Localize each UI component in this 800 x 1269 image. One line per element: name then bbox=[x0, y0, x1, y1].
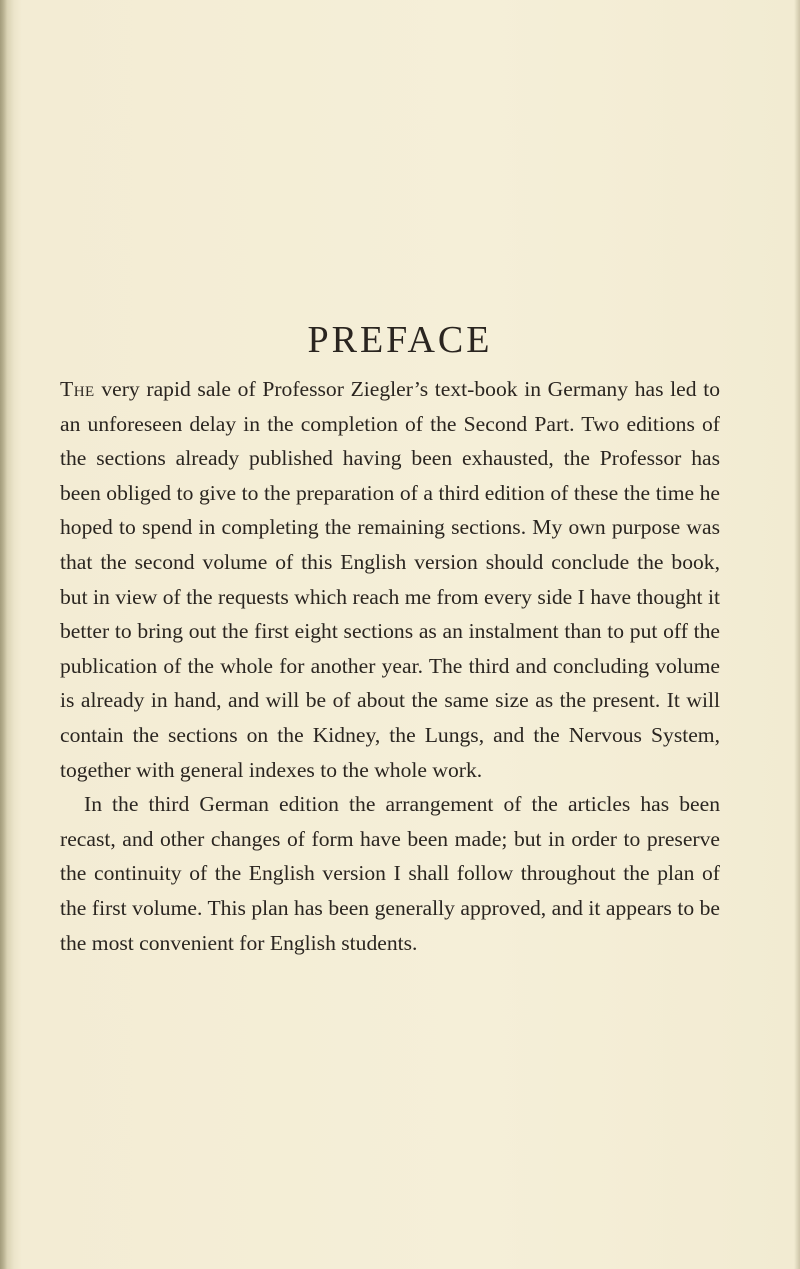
paragraph-2 bbox=[60, 787, 720, 960]
gutter-shadow bbox=[0, 0, 14, 1269]
paragraph-1 bbox=[60, 372, 720, 787]
paragraph-1-text: very rapid sale of Professor Ziegler’s text-book in Germany has led to an unforeseen delay in the completion of the Second Part. Two editions of the sections already published having been exhausted, the Professor has been obliged to give to the preparation of a third edition of these the time he hoped to spend in completing the remaining sections. My own purpose was that the second volume of this English version should conclude the book, but in view of the requests which reach me from every side I have thought it better to bring out the first eight sections as an instalment than to put off the publication of the whole for another year. The third and concluding volume is already in hand, and will be of about the same size as the present. It will contain the sections on the Kidney, the Lungs, and the Nervous System, together with general indexes to the whole work. bbox=[60, 377, 720, 782]
paragraph-1-lead: The bbox=[60, 377, 95, 401]
page-edge bbox=[794, 0, 800, 1269]
paragraph-2-text: In the third German edition the arrangement of the articles has been recast, and other changes of form have been made; but in order to preserve the continuity of the English version I shall follow throughout the plan of the first volume. This plan has been generally approved, and it appears to be the most convenient for English students. bbox=[60, 792, 720, 955]
preface-body bbox=[60, 372, 720, 960]
page-title: PREFACE bbox=[307, 319, 493, 361]
